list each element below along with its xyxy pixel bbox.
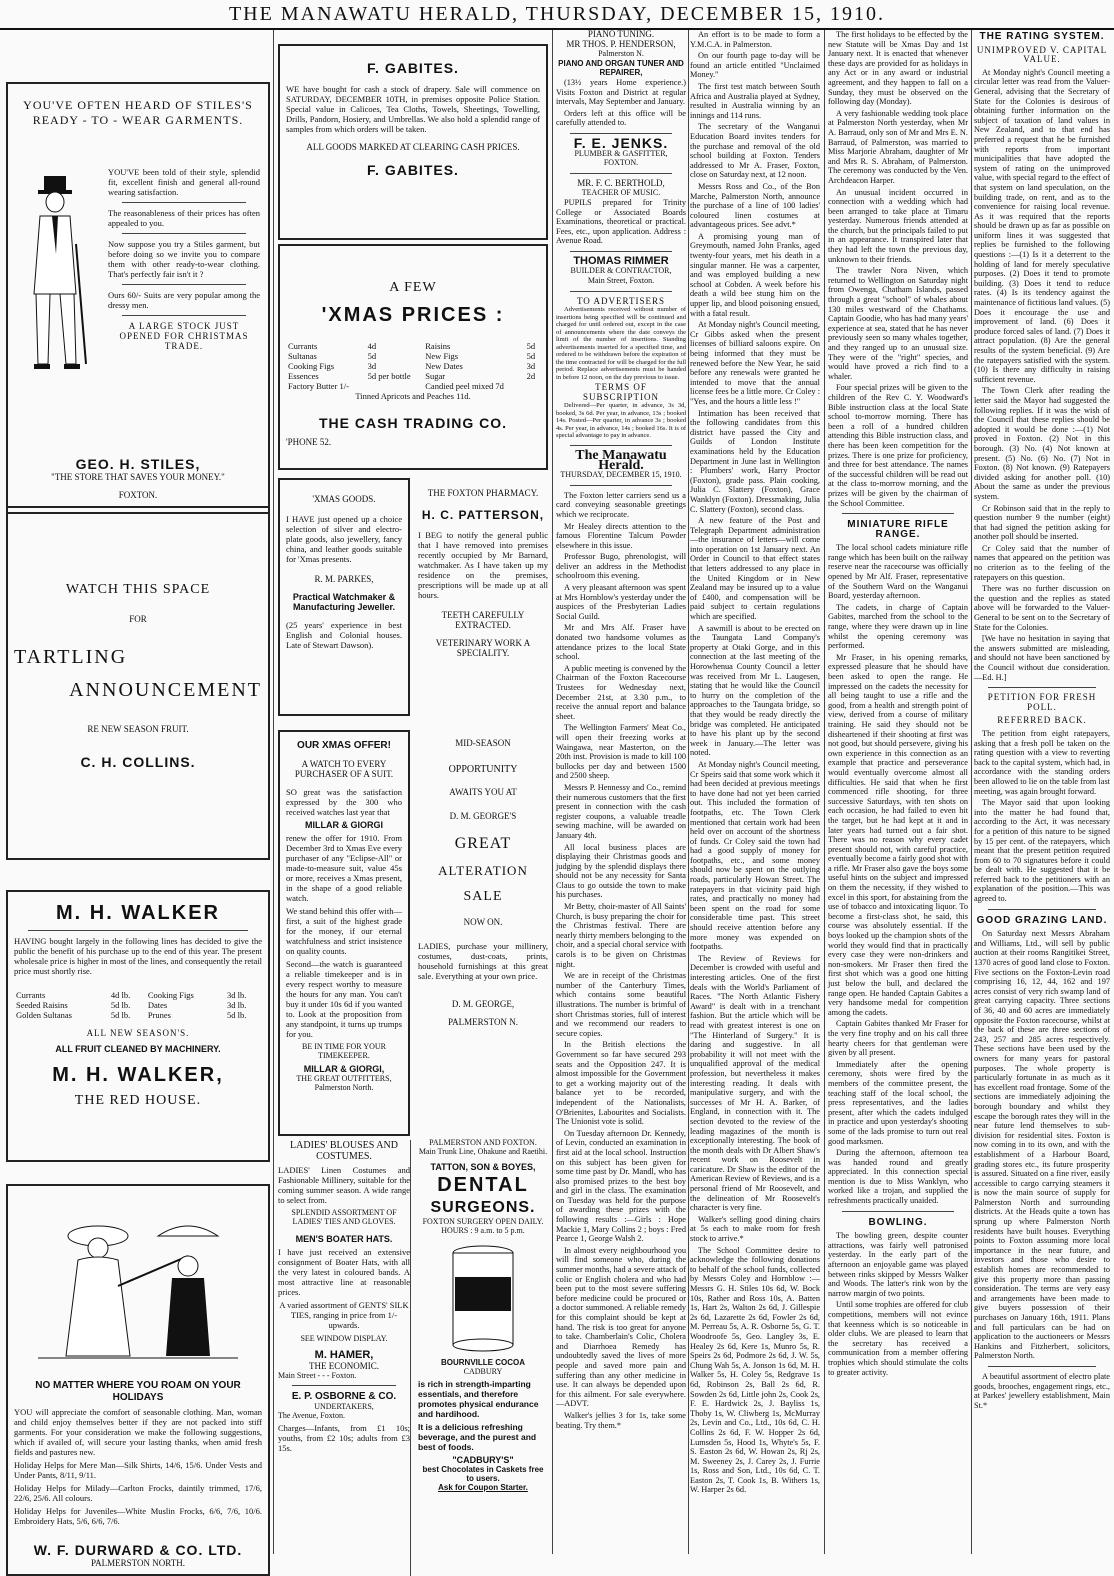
millar-time: BE IN TIME FOR YOUR TIMEKEEPER. bbox=[301, 1042, 386, 1060]
tatton-hours: HOURS : 9 a.m. to 5 p.m. bbox=[441, 1226, 525, 1235]
millar-subtitle: A WATCH TO EVERY PURCHASER OF A SUIT. bbox=[294, 759, 394, 779]
patterson-top: THE FOXTON PHARMACY. bbox=[427, 488, 539, 498]
cash-trading-tinned: Tinned Apricots and Peaches 11d. bbox=[355, 391, 471, 401]
news-paragraph: The secretary of the Wanganui Education Board invites tenders for the purchase and removal of the old school building at Foxton. Tenders addressed to Mr A. Fraser, Foxton, close on Saturday next, at 12 noon. bbox=[690, 122, 820, 180]
collins-line: FOR bbox=[129, 614, 147, 624]
cashtrading.rows-cell: 5d bbox=[526, 351, 536, 361]
news-paragraph: A new feature of the Post and Telegraph Department administration—the insurance of letters—will come into operation on 1st January next. An Order in Council to that effect states that letters addressed to any place in the United Kingdom or in New Zealand may be insured up to a value of £400, and compensation will be paid subject to certain regulations which are specified. bbox=[690, 516, 820, 622]
patterson-name: H. C. PATTERSON, bbox=[421, 508, 545, 522]
news-paragraph: There was no further discussion on the question and the replies as stated above will be forwarded to the Valuer-General to be sent on to the Secretary of State for the Colonies. bbox=[974, 584, 1110, 632]
cashtrading.rows-cell: Factory Butter 1/- bbox=[288, 381, 349, 391]
walker.prices-cell: Seeded Raisins bbox=[16, 1000, 68, 1010]
cashtrading.rows-cell: Sugar bbox=[425, 371, 446, 381]
news-paragraph: An effort is to be made to form a Y.M.C.A. in Palmerston. bbox=[690, 30, 820, 49]
cashtrading.rows-row bbox=[286, 371, 540, 381]
news-paragraph: On Tuesday afternoon Dr. Kennedy, of Levin, conducted an examination in first aid at the local school. Instruction on this subject has been given for some time past by Dr. Mandl, who has also promised prizes to the best boy and girl in the class. The examination on Tuesday was held for the purpose of awarding these prizes with the following results :—Girls : Hope Mackie 1, Mary Collins 2 ; boys : Fred Pearce 1, George Walsh 2. bbox=[556, 1128, 686, 1244]
masthead: THE MANAWATU HERALD, THURSDAY, DECEMBER 15, 1910. bbox=[0, 0, 1114, 30]
hamer-paragraph: I have just received an extensive consignment of Boater Hats, with all the very latest in coloured bands. A most attractive line at reasonable prices. bbox=[278, 1247, 410, 1297]
george-line: GREAT bbox=[454, 835, 512, 852]
news-paragraph: All local business places are displaying their Christmas goods and judging by the splendid displays there should not be any necessity for Santa Claus to go outside the town to make his purchases. bbox=[556, 842, 686, 900]
column-5 bbox=[828, 30, 968, 1554]
divider bbox=[28, 930, 248, 931]
jenks-trade: PLUMBER & GASFITTER, bbox=[574, 148, 668, 158]
column-rule bbox=[824, 30, 825, 1554]
piano-heading: PIANO TUNING. bbox=[587, 29, 655, 39]
cocoa-cadbury: "CADBURY'S" bbox=[452, 1455, 514, 1465]
cashtrading.rows-cell: Essences bbox=[288, 371, 319, 381]
news-paragraph: Cr Robinson said that in the reply to question number 9 the number (eight) that had signed the petition asking for another poll should be inserted. bbox=[974, 503, 1110, 542]
parkes-trade: Practical Watchmaker & Manufacturing Jeweller. bbox=[292, 592, 396, 612]
cash-trading-headline: 'XMAS PRICES : bbox=[321, 304, 505, 326]
news-paragraph: The Mayor said that upon looking into the matter he had found that, according to the Act, it was necessary for a petition of this nature to be signed by 15 per cent. of the ratepayers, which meant that the present petition required from 60 to 70 signatures before it could be dealt with. He suggested that it be referred back to the petitioners with an explanation of the position.—This was agreed to. bbox=[974, 798, 1110, 904]
george-line: AWAITS YOU AT bbox=[449, 787, 517, 797]
walker-name-footer: M. H. WALKER, bbox=[52, 1064, 224, 1086]
divider bbox=[842, 1211, 954, 1212]
rimmer-trade: BUILDER & CONTRACTOR, bbox=[570, 266, 672, 276]
cashtrading.rows-cell: 2d bbox=[526, 371, 536, 381]
divider bbox=[122, 315, 246, 316]
walker.prices-cell: Golden Sultanas bbox=[16, 1010, 72, 1020]
collins-line: WATCH THIS SPACE bbox=[65, 582, 211, 597]
hamer-economic: THE ECONOMIC. bbox=[309, 1361, 379, 1371]
george-town: PALMERSTON N. bbox=[447, 1017, 519, 1027]
osborne-street: The Avenue, Foxton. bbox=[278, 1411, 345, 1420]
rimmer-name: THOMAS RIMMER bbox=[573, 254, 669, 267]
news-paragraph: Cr Coley said that the number of names that appeared on the petition was no criterion as to the feeling of the ratepayers on this question. bbox=[974, 543, 1110, 582]
walker-name: M. H. WALKER bbox=[56, 902, 220, 924]
news-paragraph: On Saturday next Messrs Abraham and Williams, Ltd., will sell by public auction at their rooms Rangitikei Street, 1370 acres of good land close to Foxton. Five sections on the Foxton-Levin road comprising 16, 12, 44, 162 and 197 acres consist of very rich swamp land of great carrying capacity. Three sections of 36, 40 and 60 acres are immediately opposite the Foxton racecourse, whilst at the back of these are three sections of 243, 257 and 285 acres respectively. These sections have been used by the owners for many years for pastoral purposes. The whole property is particularly fortunate in as much as it has excellent road frontage. Some of the sections are immediately adjoining the borough boundary and whilst they escape the borough rates they will in the near future lend themselves to sub-division for residential sites. Foxton is now coming in to its own, and with the establishment of a Harbour Board, grading stores etc., its future prosperity is assured. Situated on a fine river, easily accessible to cargo carrying steamers it is now the main source of supply for Palmerston North and surrounding districts. At the Heads quite a town has sprung up where Palmerston North residents have built houses. Everything points to Foxton assuming more local importance in the near future, and investors and those who desire to establish homes are recommended to give this property more than passing consideration. The terms are very easy and arrangements have been made to give buyers possession of their purchases on January 16th, 1911. Plans and full particulars can be had on application to the auctioneers or Messrs Hankins and Fitzherbert, solicitors, Palmerston North. bbox=[974, 929, 1110, 1361]
millar-paragraph: SO great was the satisfaction expressed by the 300 who received watches last year that bbox=[286, 787, 402, 817]
news-paragraph: A sawmill is about to be erected on the Taungata Land Company's property at Otaki Gorge, and in this connection at the last meeting of the Horowhenua County Council a letter was received from Mr L. Laugesen, stating that he would like the Council to hurry on the completion of the approaches to the Taungata bridge, so that they would be ready directly the bridge was completed. He anticipated to have his plant up by the second week in January.—The letter was noted. bbox=[690, 623, 820, 758]
news-paragraph: In almost every neighbourhood you will find someone who, during the summer months, had a severe attack of colic or English cholera and who had been put to the most severe suffering before medicine could be procured or a doctor summoned. A reliable remedy for this complaint should be kept at hand. The risk is too great for anyone to take. Chamberlain's Colic, Cholera and Diarrhoea Remedy has undoubtedly saved the lives of more people and saved more pain and suffering than any other medicine in use. It can always be depended upon for this ailment. For sale everywhere.—ADVT. bbox=[556, 1245, 686, 1409]
cashtrading.rows-row bbox=[286, 341, 540, 351]
news-paragraph: Walker's selling good dining chairs at 5s each to make room for fresh stock to arrive.* bbox=[690, 1214, 820, 1244]
collins-line: ANNOUNCEMENT bbox=[69, 679, 262, 701]
column-rule bbox=[552, 30, 553, 1554]
hamer-paragraph: A varied assortment of GENTS' SILK TIES, ranging in price from 1/- upwards. bbox=[279, 1300, 409, 1330]
cashtrading.rows-cell: 4d bbox=[367, 341, 377, 351]
walker-body: HAVING bought largely in the following lines has decided to give the public the benefit of his purchase up to the end of this year. The present wholesale price is higher in most of the lines, and consequently the retail price must shortly rise. bbox=[14, 936, 262, 976]
gabites-advert bbox=[278, 44, 548, 240]
osborne-charges: Charges—Infants, from £1 10s; youths, from £2 10s; adults from £3 15s. bbox=[278, 1423, 410, 1453]
stiles-town: FOXTON. bbox=[118, 490, 158, 500]
herald-title: The Manawatu Herald. bbox=[575, 447, 667, 473]
jenks-name: F. E. JENKS. bbox=[573, 134, 669, 151]
divider bbox=[570, 291, 672, 292]
column-rule bbox=[273, 30, 274, 1554]
divider bbox=[570, 133, 672, 134]
cocoa-coupon: Ask for Coupon Starter. bbox=[438, 1483, 528, 1492]
patterson-body: I BEG to notify the general public that I have removed into premises recently occupied by Mr Barnard, watchmaker. As I have taken up my residence on the premises, prescriptions will be made up at all hours. bbox=[418, 530, 548, 600]
cash-trading-name: THE CASH TRADING CO. bbox=[319, 415, 507, 431]
column-1 bbox=[6, 30, 270, 1568]
news-paragraph: During the afternoon, afternoon tea was handed round and greatly appreciated. In this connection special mention is due to Miss Wanklyn, who worked like a trojan, and supplied the refreshments practically unaided. bbox=[828, 1148, 968, 1206]
george-line: D. M. GEORGE'S bbox=[449, 811, 517, 821]
bowling-heading: BOWLING. bbox=[868, 1216, 928, 1228]
george-line: MID-SEASON bbox=[455, 738, 511, 748]
millar-town: Palmerston North. bbox=[314, 1083, 374, 1092]
berthold-name: MR. F. C. BERTHOLD, bbox=[577, 177, 665, 188]
hamer-heading: SPLENDID ASSORTMENT OF LADIES' TIES AND GLOVES. bbox=[291, 1208, 397, 1226]
stiles-paragraph: Ours 60/- Suits are very popular among the dressy men. bbox=[108, 290, 260, 310]
tatton-dental: DENTAL bbox=[437, 1174, 529, 1196]
cashtrading.rows-cell: 5d bbox=[367, 351, 377, 361]
cashtrading.rows-row bbox=[286, 351, 540, 361]
column-4 bbox=[690, 30, 820, 1554]
hamer-name: M. HAMER, bbox=[314, 1349, 374, 1361]
walker-house: THE RED HOUSE. bbox=[74, 1093, 202, 1108]
millar-paragraph: Second—the watch is guaranteed a reliable timekeeper and is in every respect worthy to measure the hours for any man. You can't buy it under 10s 6d if you wanted to. Look at the proposition from any standpoint, it turns up trumps for you. bbox=[286, 959, 402, 1039]
tatton-name: TATTON, SON & BOYES, bbox=[430, 1162, 536, 1172]
news-paragraph: A very fashionable wedding took place at Palmerston North yesterday, when Mr A. Barraud, only son of Mr and Mrs E. N. Barraud, of Palmerston, was married to Miss Marjorie Abraham, daughter of Mr and Mrs R. S. Abraham, of Palmerston. The ceremony was conducted by the Ven. Archdeacon Harper. bbox=[828, 108, 968, 185]
subscription-heading: TERMS OF SUBSCRIPTION bbox=[582, 382, 659, 402]
george-name: D. M. GEORGE, bbox=[451, 999, 515, 1009]
tatton-surgeons: SURGEONS. bbox=[430, 1199, 536, 1216]
millar-paragraph: We stand behind this offer with—first, a suit of the highest grade for the money, if our eternal watchfulness and strict insistence on quality counts. bbox=[286, 906, 402, 956]
news-paragraph: Mr Betty, choir-master of All Saints' Church, is busy preparing the choir for the Christmas festival. There are nearly thirty members belonging to the choir, and a special choral service with carols is to be given on Christmas night. bbox=[556, 902, 686, 969]
news-paragraph: The Review of Reviews for December is crowded with useful and interesting articles. One of the first deals with the World's Parliament of Races. "The North Atlantic Fishery Award" is dealt with in a trenchant fashion. But the article which will be read with greatest interest is one on "The Hinterland of Surgery." It is daring and suggestive. In all probability it will not meet with the unqualified approval of the medical profession, but nevertheless it makes interesting reading. It deals with manipulative surgery, and with the successes of Mr H. A. Barker, of England, in connection with it. The section devoted to the review of the leading magazines of the month is exceptionally interesting. The book of the month deals with Dr Albert Shaw's recent work on Roosevelt in caricature. Dr Shaw is the editor of the American Review of Reviews, and is a personal friend of Mr Roosevelt, and the delineation of Mr Roosevelt's character is very fine. bbox=[690, 953, 820, 1213]
jenks-town: FOXTON. bbox=[603, 158, 639, 168]
news-paragraph: The first holidays to be effected by the new Statute will be Xmas Day and 1st January next. It is enacted that whenever these days are provided for as holidays in any Act or in any award or industrial agreement, and they happen to fall on a Sunday, they must be observed on the following day (Monday). bbox=[828, 30, 968, 107]
holiday-couple-illustration bbox=[38, 1196, 238, 1366]
george-body: LADIES, purchase your millinery, costumes, dust-coats, prints, household furnishings at this great sale. Everything at your own price. bbox=[418, 941, 548, 981]
news-paragraph: Immediately after the opening ceremony, shots were fired by the members of the committee present, the teaching staff of the local school, the press representatives, and the ladies present, after which the cadets indulged in practice and upon yesterday's shooting some of the lads promise to turn out real good marksmen. bbox=[828, 1059, 968, 1146]
walker.prices-cell: Prunes bbox=[147, 1010, 171, 1020]
walker.prices-row bbox=[14, 990, 262, 1000]
cash-trading-advert bbox=[278, 244, 548, 470]
walker.prices-row bbox=[14, 1010, 262, 1020]
hamer-street: Main Street - - - Foxton. bbox=[278, 1371, 357, 1380]
parkes-title: 'XMAS GOODS. bbox=[312, 494, 376, 504]
collins-line: TARTLING bbox=[14, 646, 128, 668]
divider bbox=[122, 284, 246, 285]
news-paragraph: Messrs Ross and Co., of the Bon Marche, Palmerston North, announce the purchase of a line of 100 ladies' coloured linen costumes at advantageous prices. See advt.* bbox=[690, 181, 820, 230]
column-rule bbox=[971, 30, 972, 1554]
walker.prices-cell: 4d lb. bbox=[110, 990, 131, 1000]
walker.prices-cell: 3d lb. bbox=[227, 990, 247, 1000]
millar-outfitters: THE GREAT OUTFITTERS, bbox=[296, 1074, 392, 1083]
stiles-stock: A LARGE STOCK JUST OPENED FOR CHRISTMAS TRADE. bbox=[119, 321, 249, 351]
cocoa-label: BOURNVILLE COCOA bbox=[441, 1358, 525, 1367]
berthold-trade: TEACHER OF MUSIC. bbox=[581, 188, 661, 198]
tatton-daily: FOXTON SURGERY OPEN DAILY. bbox=[422, 1217, 544, 1226]
divider bbox=[570, 445, 672, 446]
stiles-paragraph: Now suppose you try a Stiles garment, but before doing so we invite you to compare them with other ready-to-wear clothing. That's perfectly fair isn't it ? bbox=[108, 239, 260, 279]
news-paragraph: The Town Clerk after reading the letter said the Mayor had suggested the following replies. If it was the wish of the Council that these replies should be adopted it would be done :—(1) Not proved in Foxton. (2) Not in this borough. (3) No. (4) Not known at present. (5) No. (6) No. (7) Not in Foxton. (8) Not known. (9) Ratepayers divided asking for another poll. (10) About the same as under the previous system. bbox=[974, 386, 1110, 501]
rating-heading: THE RATING SYSTEM. bbox=[979, 31, 1105, 42]
gabites-note: ALL GOODS MARKED AT CLEARING CASH PRICES. bbox=[306, 142, 520, 152]
news-paragraph: Mr and Mrs Alf. Fraser have donated two handsome volumes as attendance prizes to the local State school. bbox=[556, 623, 686, 662]
news-paragraph: The petition from eight ratepayers, asking that a fresh poll be taken on the rating question with a view to reverting back to the capital system, which had, in accordance with the standing orders been allowed to lie on the table from last meeting, was again brought forward. bbox=[974, 728, 1110, 796]
news-paragraph: Mr Healey directs attention to the famous Florentine Talcum Powder elsewhere in this issue. bbox=[556, 521, 686, 550]
column-rule bbox=[688, 30, 689, 1554]
divider bbox=[842, 513, 954, 514]
millar-name: MILLAR & GIORGI bbox=[305, 820, 383, 830]
cashtrading.rows-cell: 3d bbox=[367, 361, 377, 371]
berthold-body: PUPILS prepared for Trinity College or Associated Boards Examinations, theoretical or practical. Fees, etc., upon application. Address : Avenue Road. bbox=[556, 197, 686, 246]
parkes-experience: (25 years' experience in best English and Colonial houses. Late of Stewart Dawson). bbox=[286, 620, 402, 650]
cashtrading.rows-cell: New Dates bbox=[425, 361, 463, 371]
divider bbox=[988, 909, 1096, 910]
george-line: ALTERATION bbox=[438, 863, 528, 878]
gentleman-illustration bbox=[22, 174, 92, 374]
cashtrading.rows-row bbox=[286, 381, 540, 391]
petition-subheading: REFERRED BACK. bbox=[997, 715, 1087, 726]
news-paragraph: A beautiful assortment of electro plate goods, brooches, engagement rings, etc., at Parkes' jewellery establishment, Main St.* bbox=[974, 1371, 1110, 1410]
collins-name: C. H. COLLINS. bbox=[80, 754, 196, 770]
hamer-advert bbox=[278, 1140, 411, 1576]
millar-paragraph: renew the offer for 1910. From December 3rd to Xmas Eve every purchaser of any "Eclipse-All" or made-to-measure suit, value 45s or more, receives a Xmas present, in the shape of a good reliable watch. bbox=[286, 833, 402, 903]
tatton-top: PALMERSTON AND FOXTON. bbox=[429, 1138, 537, 1147]
divider bbox=[988, 1366, 1096, 1367]
cocoa-maker: CADBURY bbox=[463, 1367, 503, 1376]
advertisers-heading: TO ADVERTISERS bbox=[576, 295, 666, 306]
durward-advert bbox=[6, 1184, 270, 1576]
walker.prices-cell: Currants bbox=[16, 990, 46, 1000]
column-6 bbox=[974, 30, 1110, 1554]
subscription-body: Delivered—Per quarter, in advance, 3s 3d, booked, 3s 6d. Per year, in advance, 13s ; booked 14s. Posted—Per quarter, in advance 3s ; booked 4s. Per year, in advance, 14s ; booked 16s. It is of special advantage to pay in advance. bbox=[556, 402, 686, 440]
piano-orders: Orders left at this office will be carefully attended to. bbox=[556, 108, 686, 128]
patterson-teeth: TEETH CAREFULLY EXTRACTED. bbox=[441, 610, 525, 630]
news-paragraph: Walker's jellies 3 for 1s, take some beating. Try them.* bbox=[556, 1410, 686, 1430]
divider bbox=[570, 251, 672, 252]
walker.prices-cell: 5d lb. bbox=[110, 1000, 131, 1010]
petition-heading: PETITION FOR FRESH POLL. bbox=[987, 692, 1097, 712]
news-paragraph: At Monday night's Council meeting, Cr Gibbs asked when the present licenses of billiard saloons expire. On being informed that they must be renewed before the New Year, he said before any renewals were granted he intended to move that the annual license fees be a little more. Cr Coley : "Yes, and the hours a little less !" bbox=[690, 320, 820, 406]
osborne-name: E. P. OSBORNE & CO. bbox=[291, 1391, 397, 1402]
news-paragraph: The trawler Nora Niven, which returned to Wellington on Saturday night from Owenga, Chatham Islands, passed through a great "school" of whales about 130 miles westward of the Chathams. Captain Goodie, who has had many years' experience at sea, stated that he has never previously seen so many whales together, and they ranged up to an unusual size. They were of the "right" species, and would have proved a rich find to a whaler. bbox=[828, 266, 968, 381]
piano-body: (13½ years Home experience.) Visits Foxton and District at regular intervals, May September and January. bbox=[556, 77, 686, 107]
walker.prices-cell: Cooking Figs bbox=[147, 990, 194, 1000]
divider bbox=[570, 173, 672, 174]
millar-title: OUR XMAS OFFER! bbox=[297, 740, 391, 751]
tatton-sub: Main Trunk Line, Ohakune and Raetihi. bbox=[418, 1147, 548, 1156]
stiles-slogan: "THE STORE THAT SAVES YOUR MONEY." bbox=[51, 472, 225, 482]
cocoa-paragraph: is rich in strength-imparting essentials, and therefore promotes physical endurance and hardihood. bbox=[418, 1379, 539, 1419]
walker-season: ALL NEW SEASON'S. bbox=[86, 1028, 190, 1038]
piano-town: Palmerston N. bbox=[598, 49, 644, 59]
hamer-heading: LADIES' BLOUSES AND COSTUMES. bbox=[290, 1140, 398, 1162]
cashtrading.rows-cell: 5d per bottle bbox=[367, 371, 411, 381]
cashtrading.rows-cell: Cooking Figs bbox=[288, 361, 335, 371]
column-3 bbox=[556, 30, 686, 1554]
news-paragraph: Messrs P. Hennessy and Co., remind their numerous customers that the first present in connection with the cash register coupons, a valuable treadle sewing machine, will be awarded on January 4th. bbox=[556, 782, 686, 840]
cash-trading-price-list bbox=[286, 341, 540, 391]
durward-name: W. F. DURWARD & CO. LTD. bbox=[33, 1542, 243, 1558]
divider bbox=[988, 687, 1096, 688]
news-paragraph: Captain Gabites thanked Mr Fraser for the very fine trophy and on his call three hearty cheers for that gentleman were given by all present. bbox=[828, 1019, 968, 1058]
piano-name: MR THOS. P. HENDERSON, bbox=[566, 38, 676, 49]
cashtrading.rows-cell: Currants bbox=[288, 341, 318, 351]
cocoa-tin-illustration bbox=[443, 1243, 523, 1353]
news-paragraph: Professor Bugo, phrenologist, will deliver an address in the Methodist schoolroom this evening. bbox=[556, 552, 686, 581]
hamer-window: SEE WINDOW DISPLAY. bbox=[300, 1334, 388, 1343]
osborne-trade: UNDERTAKERS, bbox=[314, 1402, 374, 1411]
news-paragraph: The first test match between South Africa and Australia played at Sydney, resulted in Australia winning by an innings and 114 runs. bbox=[690, 81, 820, 120]
george-advert bbox=[418, 730, 548, 1126]
advertisers-body: Advertisements received without number of insertions being specified will be continued and charged for until ordered out, except in the case of announcements where the date conveys the limit of the number of insertions. Standing advertisements inserted for a specified time, and ordered to be withdrawn before the expiration of the time contracted for will be charged for the full period. Replace advertisements must be handed in before 12 noon, on the day previous to issue. bbox=[556, 306, 687, 381]
stiles-paragraph: The reasonableness of their prices has often appealed to you. bbox=[108, 208, 260, 228]
cashtrading.rows-cell: Candied peel mixed 7d bbox=[425, 381, 504, 391]
gabites-name: F. GABITES. bbox=[367, 60, 459, 76]
cashtrading.rows-cell bbox=[366, 381, 424, 391]
news-paragraph: We are in receipt of the Christmas number of the Canterbury Times, which contains some beautiful illustrations. The number is brimful of short Christmas stories, full of interest and we recommend our readers to secure copies. bbox=[556, 971, 686, 1038]
millar-name-footer: MILLAR & GIORGI, bbox=[303, 1064, 385, 1074]
george-line: NOW ON. bbox=[463, 917, 503, 927]
cashtrading.rows-cell bbox=[525, 381, 540, 391]
collins-advert bbox=[6, 506, 270, 860]
divider bbox=[292, 1385, 396, 1386]
walker-fruit: ALL FRUIT CLEANED BY MACHINERY. bbox=[55, 1044, 221, 1054]
stiles-headline: YOU'VE OFTEN HEARD OF STILES'S READY - TO - WEAR GARMENTS. bbox=[23, 98, 253, 127]
parkes-advert bbox=[278, 478, 410, 716]
collins-line: RE NEW SEASON FRUIT. bbox=[87, 724, 189, 734]
news-paragraph: At Monday night's Council meeting a circular letter was read from the Valuer-General, advising that the Secretary of State for the Colonies is desirous of obtaining further information on the subject of taxation of land values in New Zealand, and to that end has preferred a request that he be furnished with reports from important municipalities that have adopted the system of rating on the unimproved value, with special regard to the effect of that system on land speculation, on the building trade, on rent, and as to the convenience for raising local revenue. As it was required that the reports should be drawn up as far as possible on uniform lines it was suggested that replies be furnished to the following questions :—(1) Is it a deterrent to the holding of land for merely speculative purposes. (2) Does it tend to promote building. (3) Does it tend to reduce rates. (4) Is its tendency against the maintenance of fictitious land values. (5) Does it encourage the use and improvement of land. (6) Does it produce forced sales of land. (7) Does it attract population. (8) Are the general results of the system beneficial. (9) Are the ratepayers satisfied with the system. (10) Is there any difficulty in raising sufficient revenue. bbox=[974, 67, 1110, 384]
tatton-advert bbox=[418, 1138, 548, 1576]
rifle-range-heading: MINIATURE RIFLE RANGE. bbox=[847, 519, 949, 540]
parkes-body: I HAVE just opened up a choice selection of silver and electro-plate goods, also jewellery, fancy china, and leather goods suitable for 'Xmas presents. bbox=[286, 514, 402, 564]
news-paragraph: Mr Fraser, in his opening remarks, expressed pleasure that he should have been asked to open the range. He impressed on the cadets the necessity for all being taught to use a rifle and the good, from a health and strength point of view, derived from a course of military training. He said they should not be disheartened if their shooting at first was not good, but should persevere, giving his own experience in this connection as an example that practice and perseverance would eventually overcome almost all difficulties. He said that when he first commenced rifle shooting, for three successive Saturdays, with ten shots on each occasion, he had failed to even hit the target, but he had kept at it and in later years had turned out a fair shot. There was no reason why every cadet present should not, with careful practice, eventually become a fairly good shot with a rifle. Mr Fraser also gave the boys some useful hints on the subject and impressed on them the necessity, if they wished to excel in this sport, for abstaining from the use of tobacco and intoxicating liquor. To become a first-class shot, he said, this course was absolutely essential. If the boys looked up the champion shots of the world they would find that in practically every case they were non-drinkers and non-smokers. Mr Fraser then fired the first shot which was a good one hitting just below the bull, and declared the range open. He handed Captain Gabites a very handsome medal for competition among the cadets. bbox=[828, 652, 968, 1017]
cashtrading.rows-cell: 5d bbox=[526, 341, 536, 351]
cashtrading.rows-cell: Raisins bbox=[425, 341, 451, 351]
hamer-paragraph: LADIES' Linen Costumes and Fashionable Millinery, suitable for the coming summer season. A wide range to select from. bbox=[278, 1165, 410, 1205]
george-line: SALE bbox=[463, 889, 503, 904]
grazing-heading: GOOD GRAZING LAND. bbox=[976, 914, 1108, 926]
news-paragraph: Four special prizes will be given to the children of the Rev C. Y. Woodward's Bible instruction class at the local State school to-morrow morning. There has been a roll of a hundred children attending this Bible instruction class, and there has been keen competition for the prizes. There is one prize for proficiency, and three for best attendance. The names of the successful children will be read out at the class to-morrow morning, and the prizes will be given by the chairman of the School Committee. bbox=[828, 383, 968, 508]
news-paragraph: A promising young man of Greymouth, named John Franks, aged twenty-four years, met his death in a singular manner. He was a carpenter, and was employed building a new school at Cobden. A week before his death a wild bee stung him on the upper lip, and blood poisoning ensued, with a fatal result. bbox=[690, 231, 820, 318]
divider bbox=[122, 202, 246, 203]
parkes-name: R. M. PARKES, bbox=[314, 574, 374, 584]
durward-item: Holiday Helps for Mere Man—Silk Shirts, 14/6, 15/6. Under Vests and Under Pants, 8/11, 9/11. bbox=[14, 1460, 262, 1480]
george-line: OPPORTUNITY bbox=[448, 764, 518, 775]
news-paragraph: An unusual incident occurred in connection with a wedding which had been arranged to take place at Timaru yesterday. Numerous friends attended at the church, but the principals failed to put in an appearance. It transpired later that they had left the town the previous day, unknown to their friends. bbox=[828, 187, 968, 264]
cocoa-chocolates: best Chocolates in Caskets free to users. bbox=[422, 1465, 544, 1483]
walker.prices-cell: 5d lb. bbox=[110, 1010, 131, 1020]
durward-item: Holiday Helps for Milady—Carlton Frocks, daintily trimmed, 17/6, 22/6, 25/6. All colours. bbox=[14, 1483, 262, 1503]
patterson-advert bbox=[418, 482, 548, 716]
rimmer-town: Main Street, Foxton. bbox=[587, 276, 655, 286]
news-paragraph: The local school cadets miniature rifle range which has been built on the railway reserve near the racecourse was officially opened by Mr Alf. Fraser, representative of the Southern Ward on the Wanganui Board, yesterday afternoon. bbox=[828, 543, 968, 601]
walker.prices-cell: 5d lb. bbox=[227, 1010, 247, 1020]
news-paragraph: A very pleasant afternoon was spent at Mrs Hornblow's yesterday under the auspices of the Presbyterian Ladies Social Guild. bbox=[556, 583, 686, 621]
news-paragraph: The Wellington Farmers' Meat Co., will open their freezing works at Waingawa, near Masterton, on the 20th inst. Provision is made to kill 100 bullocks per day and between 1500 and 2500 sheep. bbox=[556, 723, 686, 781]
news-paragraph: At Monday night's Council meeting, Cr Speirs said that some work which it had been decided at previous meetings to have done had not yet been carried out. This included the formation of footpaths, etc. The Town Clerk mentioned that certain work had been held over on account of the shortness of funds. Cr Coley said the town had had a good supply of money for footpaths, etc., and some money should now be spent on the outlying roads, particularly Howan Street. The ratepayers in that vicinity paid high rates, and practically no money had been spent on the road for some considerable time past. This street should receive attention before any more money was expended on footpaths. bbox=[690, 759, 820, 952]
cash-trading-headline: A FEW bbox=[389, 280, 437, 295]
news-paragraph: The School Committee desire to acknowledge the following donations to behalf of the school funds, collected by Messrs Coley and Hornblow :—Messrs G. H. Stiles 10s 6d, W. Bock 10s, Rather and Ross 10s, A. Batten 1s, Hart 2s, Walton 2s 6d, J. Gillespie 2s 6d, Lazarette 2s 6d, Fowler 2s 6d, M. Perreau 5s, A. R. Osborne 5s, G. T. Woodroofe 5s, Geo. Langley 3s, E. Healey 2s 6d, Kere 1s, Munro 5s, R. Speirs 2s 6d, Podmore 2s 6d, J. W. 5s, Chung Wah 5s, A. Jonson 1s 6d, M. H. Walker 5s, H. Coley 5s, Redgrave 1s 6d, Robinson 2s, Ball 2s 6d, R. Sowden 2s 6d, Little john 2s, Cook 2s, F. E. Hardwick 2s, J. Bayliss 1s, Thoby 1s, W. Cliwberg 1s, McMurray 2s, Levin and Co., Ltd., 10s 6d, C. H. Collins 2s 6d, F. W. Hopper 2s 6d, Lumsden 5s, Hood 1s, Whyte's 5s, F. S. Easton 2s 6d, W. Howan 2s, Rj 2s, M. Sweeney 2s, J. Carey 2s, J. Furrie 1s, Ross and Son, Ltd., 10s 6d, C. T. Easton 2s, T. Cook 1s, B. Withers 1s, W. Harper 2s 6d. bbox=[690, 1245, 820, 1495]
walker.prices-cell: Dates bbox=[147, 1000, 168, 1010]
news-paragraph: The bowling green, despite counter attractions, was fairly well patronised yesterday. In the early part of the afternoon an enjoyable game was played between rinks skipped by Messrs Walker and Woods. The latter's rink won by the narrow margin of two points. bbox=[828, 1231, 968, 1298]
stiles-paragraph: YOU'VE been told of their style, splendid fit, excellent finish and general all-round wearing satisfaction. bbox=[108, 167, 260, 197]
walker-advert bbox=[6, 890, 270, 1162]
patterson-vet: VETERINARY WORK A SPECIALITY. bbox=[435, 638, 531, 658]
walker-price-list bbox=[14, 990, 262, 1020]
news-paragraph: In the British elections the Government so far have secured 293 seats and the Opposition 247. It is almost impossible for the Government to get a working majority out of the balance yet to be recorded, independent of the Nationalists, O'Brienites, Labourites and Socialists. The Unionist vote is solid. bbox=[556, 1040, 686, 1127]
cashtrading.rows-cell: New Figs bbox=[425, 351, 459, 361]
news-paragraph: On our fourth page to-day will be found an article entitled "Unclaimed Money." bbox=[690, 51, 820, 80]
rating-subheading: UNIMPROVED V. CAPITAL VALUE. bbox=[976, 44, 1108, 65]
news-paragraph: Intimation has been received that the following candidates from this district have passed the City and Guilds of London Institute examinations held by the Education Department in June last in Wellington : Plumbers' work, Harry Proctor (Foxton), grade pass. Plain cooking, Julia C. Slattery (Foxton), Grace Wanklyn (Foxton). Dressmaking, Julia C. Slattery (Foxton), second class. bbox=[690, 408, 820, 514]
millar-advert bbox=[278, 730, 410, 1136]
news-paragraph: The Foxton letter carriers send us a card conveying seasonable greetings which we reciprocate. bbox=[556, 490, 686, 519]
column-2 bbox=[278, 30, 548, 1554]
news-paragraph: The cadets, in charge of Captain Gabites, marched from the school to the range, where they were drawn up in line whilst the opening ceremony was performed. bbox=[828, 602, 968, 651]
cocoa-paragraph: It is a delicious refreshing beverage, and the purest and best of foods. bbox=[418, 1422, 537, 1452]
walker.prices-row bbox=[14, 1000, 262, 1010]
hamer-heading: MEN'S BOATER HATS. bbox=[295, 1234, 393, 1244]
cash-trading-phone: 'PHONE 52. bbox=[286, 437, 332, 447]
news-paragraph: Until some trophies are offered for club competitions, members will not evince that keenness which is so noticeable in older clubs. We are pleased to learn that the secretary has received a communication from a member offering trophies which should stimulate the colts to greater activity. bbox=[828, 1300, 968, 1377]
piano-trade: PIANO AND ORGAN TUNER AND REPAIRER, bbox=[558, 58, 684, 78]
durward-town: PALMERSTON NORTH. bbox=[91, 1558, 185, 1568]
stiles-name: GEO. H. STILES, bbox=[75, 456, 201, 472]
durward-item: Holiday Helps for Juveniles—White Muslin Frocks, 6/6, 7/6, 10/6. Embroidery Hats, 5/6, 6/6, 7/6. bbox=[14, 1506, 262, 1526]
gabites-name-footer: F. GABITES. bbox=[367, 162, 459, 178]
cashtrading.rows-cell: Sultanas bbox=[288, 351, 317, 361]
herald-date: THURSDAY, DECEMBER 15, 1910. bbox=[560, 470, 682, 480]
gabites-body: WE have bought for cash a stock of drapery. Sale will commence on SATURDAY, DECEMBER 10TH, in premises opposite Police Station. Special value in Calicoes, Tea Cloths, Towels, Sheetings, Towelling, Drills, Pandorn, Hosiery, and Umbrellas. We also hold a splendid range of samples from which orders will be taken. bbox=[286, 84, 540, 134]
walker.prices-cell: 3d lb. bbox=[227, 1000, 247, 1010]
divider bbox=[570, 485, 672, 486]
cashtrading.rows-row bbox=[286, 361, 540, 371]
stiles-advert bbox=[6, 82, 270, 514]
editor-note: [We have no hesitation in saying that the answers submitted are misleading, and should not have been sanctioned by the Council without due consideration.—Ed. H.] bbox=[974, 634, 1110, 682]
durward-body: YOU will appreciate the comfort of seasonable clothing. Man, woman and child enjoy themselves better if they are not packed into stiff garments. For your consideration we make the following suggestions, which if availed of, will secure your lasting thanks, when amid fresh fields and pastures new. bbox=[14, 1407, 262, 1457]
news-paragraph: A public meeting is convened by the Chairman of the Foxton Racecourse Trustees for Wednesday next, December 21st, at 3.30 p.m., to receive the annual report and balance sheet. bbox=[556, 663, 686, 721]
durward-headline: NO MATTER WHERE YOU ROAM ON YOUR HOLIDAYS bbox=[35, 1380, 241, 1403]
divider bbox=[122, 233, 246, 234]
cashtrading.rows-cell: 3d bbox=[526, 361, 536, 371]
